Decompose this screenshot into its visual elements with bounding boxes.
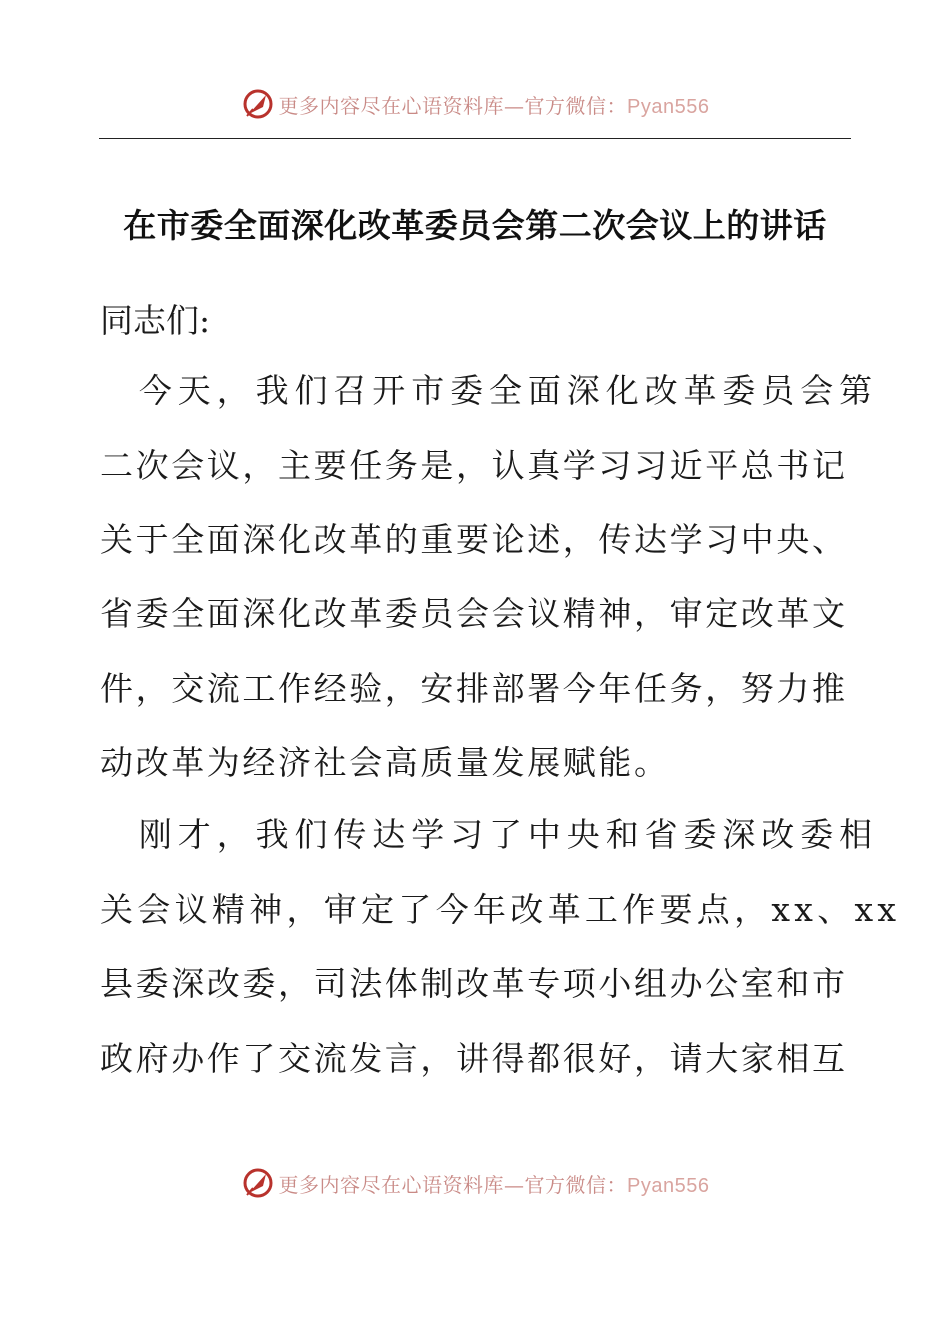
watermark-wechat-id: Pyan556 (627, 95, 710, 118)
salutation: 同志们: (100, 301, 211, 340)
body-line-4 (100, 589, 852, 639)
body-line-6 (100, 738, 852, 788)
watermark-suffix: 官方微信： (524, 93, 628, 118)
watermark-main: 更多内容尽在心语资料库 (278, 93, 505, 118)
body-line-1 (100, 366, 878, 416)
body-line-text: 政府办作了交流发言，讲得都很好，请大家相互 (100, 1039, 848, 1078)
watermark-main: 更多内容尽在心语资料库 (278, 1172, 505, 1197)
body-line-text: 关于全面深化改革的重要论述，传达学习中央、 (100, 520, 848, 559)
watermark-dash: — (504, 1172, 525, 1197)
body-line-2 (100, 441, 852, 491)
quill-logo-icon (241, 1166, 275, 1200)
body-line-text: 今天，我们召开市委全面深化改革委员会第 (100, 371, 878, 410)
body-line-text: 件，交流工作经验，安排部署今年任务，努力推 (100, 669, 848, 708)
body-line-3 (100, 515, 852, 565)
body-line-text: 县委深改委，司法体制改革专项小组办公室和市 (100, 964, 848, 1003)
watermark-dash: — (504, 93, 525, 118)
header-watermark (0, 84, 950, 124)
watermark-text (279, 90, 710, 119)
body-line-text: 关会议精神，审定了今年改革工作要点，xx、xx (100, 890, 901, 929)
watermark-wechat-id: Pyan556 (627, 1174, 710, 1197)
body-line-text: 动改革为经济社会高质量发展赋能。 (100, 743, 670, 782)
body-line-9 (100, 959, 852, 1009)
header-divider (99, 138, 851, 139)
watermark-text (279, 1169, 710, 1198)
body-line-7 (100, 810, 878, 860)
body-line-8 (100, 885, 901, 935)
document-title: 在市委全面深化改革委员会第二次会议上的讲话 (123, 206, 827, 245)
quill-logo-icon (241, 87, 275, 121)
body-line-text: 刚才，我们传达学习了中央和省委深改委相 (100, 815, 878, 854)
footer-watermark (0, 1163, 950, 1203)
body-line-text: 二次会议，主要任务是，认真学习习近平总书记 (100, 446, 848, 485)
body-line-10 (100, 1034, 852, 1084)
body-line-text: 省委全面深化改革委员会会议精神，审定改革文 (100, 594, 848, 633)
watermark-suffix: 官方微信： (524, 1172, 628, 1197)
body-line-5 (100, 664, 852, 714)
